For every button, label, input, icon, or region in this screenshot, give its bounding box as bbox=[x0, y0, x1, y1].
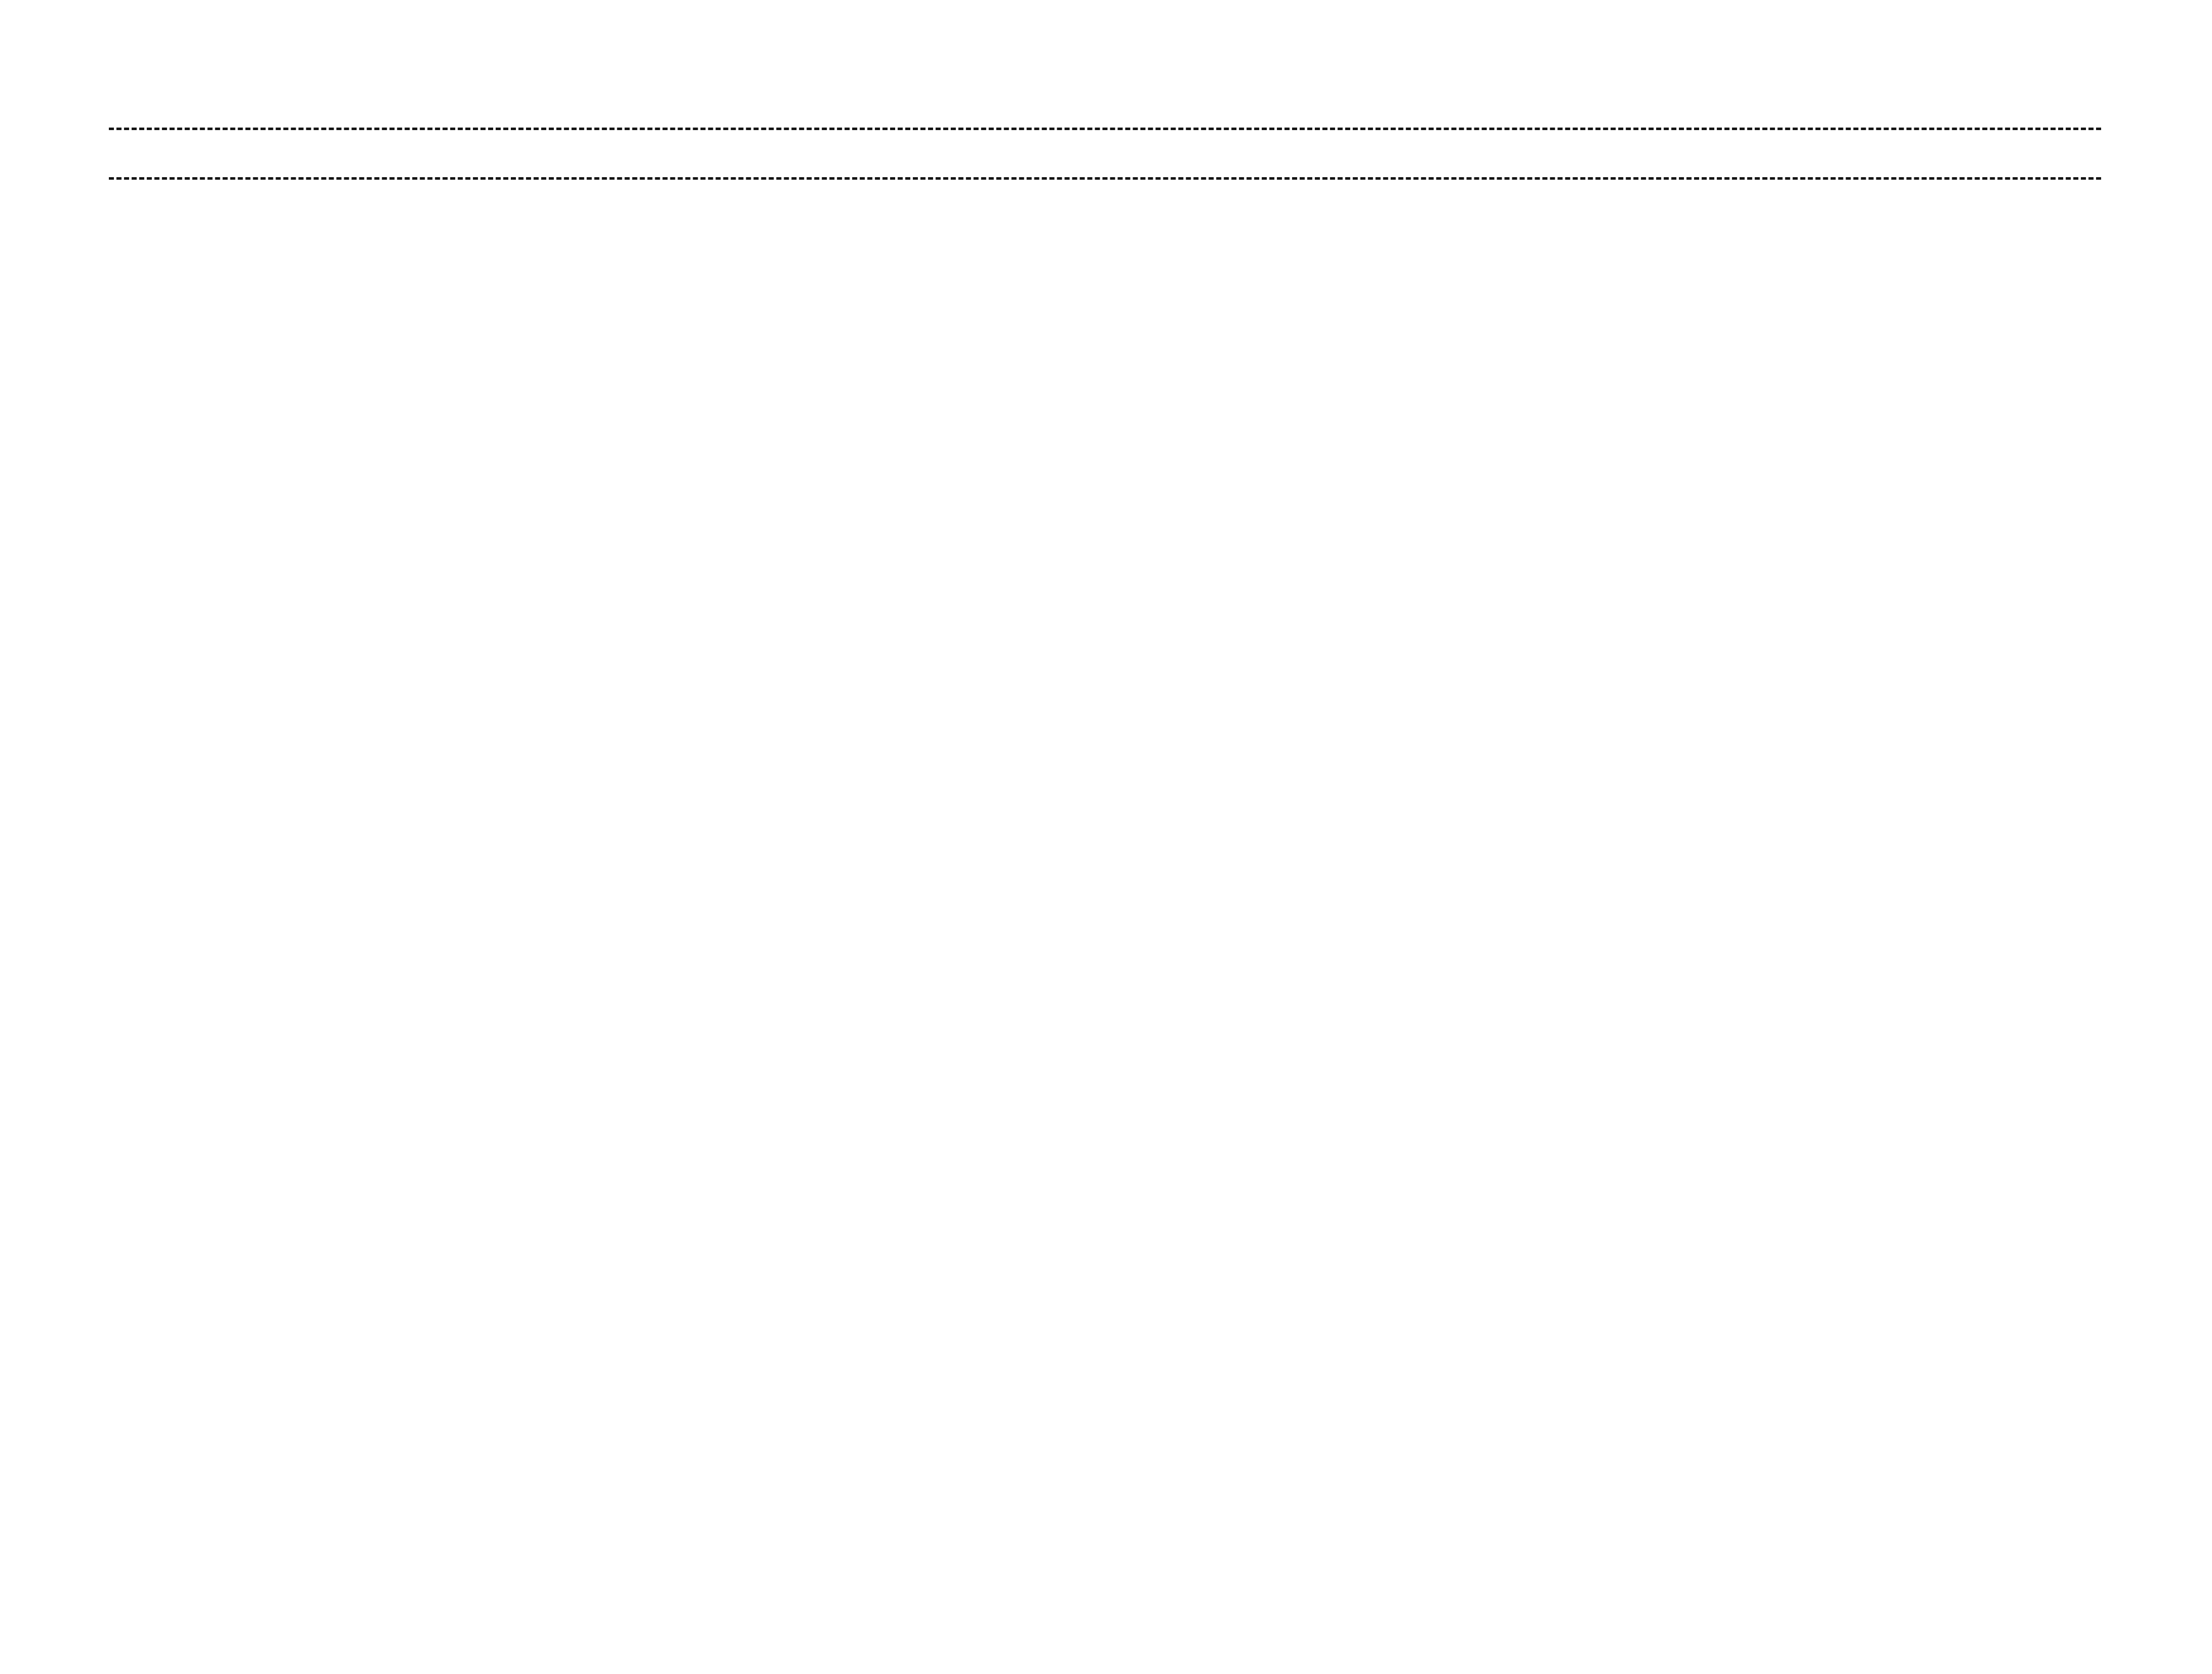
header-rule-top bbox=[109, 128, 2101, 130]
column-header-row bbox=[0, 138, 2212, 164]
header-rule-bottom bbox=[109, 177, 2101, 180]
